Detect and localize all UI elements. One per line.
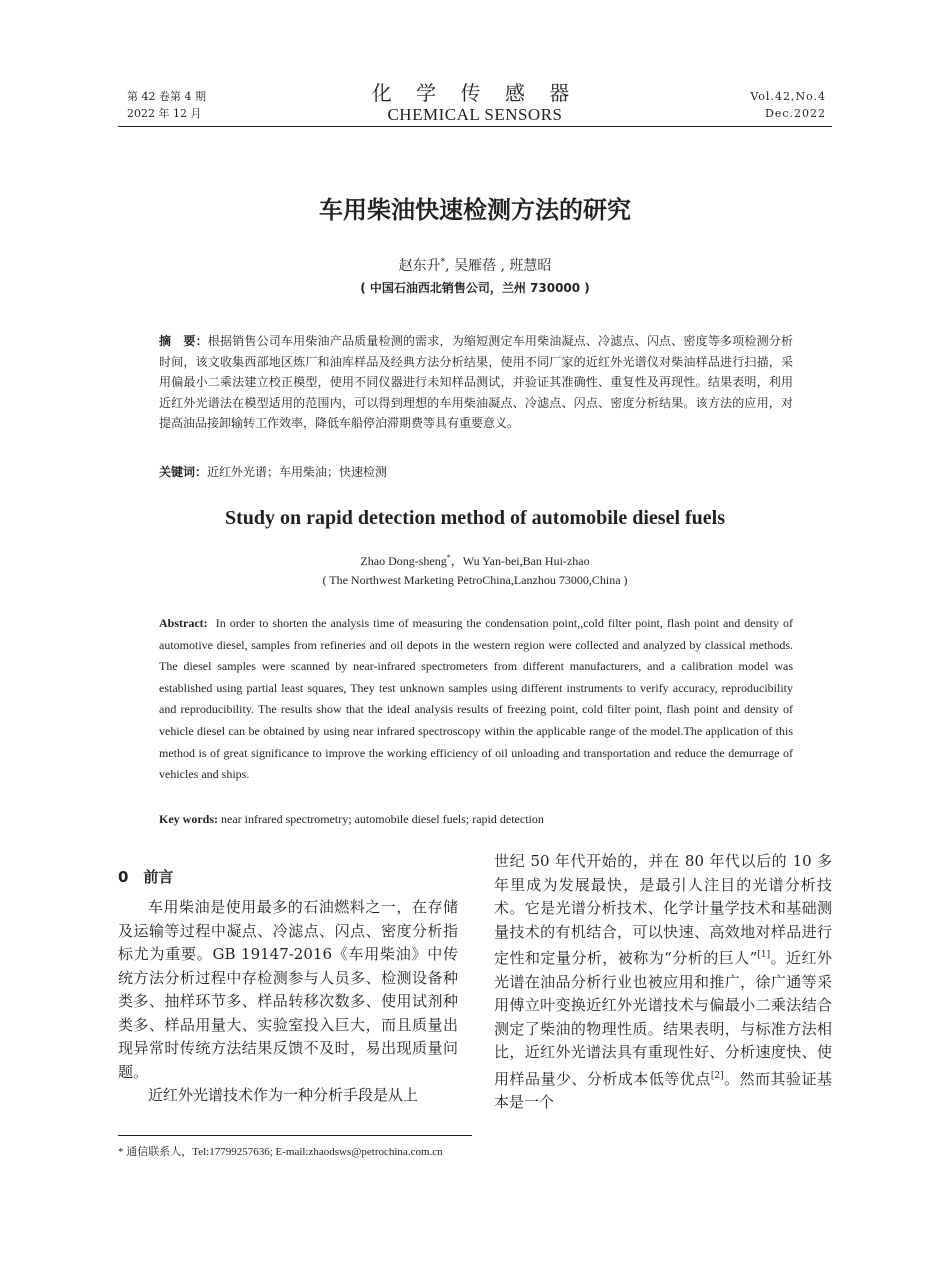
paper-title-en: Study on rapid detection method of automobile diesel fuels xyxy=(224,507,726,529)
abstract-text-cn: 根据销售公司车用柴油产品质量检测的需求，为缩短测定车用柴油凝点、冷滤点、闪点、密度等多项检测分析时间，该文收集西部地区炼厂和油库样品及经典方法分析结果，使用不同厂家的近红外光谱仪对柴油样品进行扫描，采用偏最小二乘法建立校正模型，使用不同仪器进行未知样品测试，并验证其准确性、重复性及再现性。结果表明，利用近红外光谱法在模型适用的范围内，可以得到理想的车用柴油凝点、冷滤点、闪点、密度分析结果。该方法的应用，对提高油品接卸输转工作效率，降低车船停泊滞期费等具有重要意义。 xyxy=(159,334,793,430)
authors-en xyxy=(0,552,950,569)
footnote: * 通信联系人，Tel:17799257636; E-mail:zhaodsws@petrochina.com.cn xyxy=(118,1146,443,1158)
author-lead-cn: 赵东升 xyxy=(398,258,441,274)
keywords-label-cn: 关键词： xyxy=(159,465,208,479)
keywords-en xyxy=(159,812,793,827)
volume-en: Vol.42,No.4 xyxy=(750,90,826,103)
abstract-text-en: In order to shorten the analysis time of measuring the condensation point,,cold filter point, flash point and density of automotive diesel, samples from refineries and oil depots in the western region were collected and analyzed by classical methods. The diesel samples were scanned by near-infrared spectrometers from different manufacturers, and a calibration model was established using partial least squares, They test unknown samples using different instruments to verify accuracy, reproducibility and reproducibility. The results show that the ideal analysis results of freezing point, cold filter point, flash point and density of vehicle diesel can be obtained by using near infrared spectroscopy within the applicable range of the model.The application of this method is of great significance to improve the working efficiency of oil unloading and transportation and reduce the demurrage of vehicles and ships. xyxy=(159,616,793,782)
keywords-text-cn: 近红外光谱；车用柴油；快速检测 xyxy=(207,465,388,479)
abstract-label-cn: 摘 要： xyxy=(159,334,208,348)
volume-cn: 第 42 卷第 4 期 xyxy=(127,90,206,103)
date-cn: 2022 年 12 月 xyxy=(127,107,202,120)
body-text: 世纪 50 年代开始的，并在 80 年代以后的 10 多年里成为发展最快，是最引人注目的光谱分析技术。它是光谱分析技术、化学计量学技术和基础测量技术的有机结合，可以快速、高效地对样品进行定性和定量分析，被称为“分析的巨人” xyxy=(494,852,832,967)
date-en: Dec.2022 xyxy=(765,107,826,120)
body-text: 。然而其验证基本是一个 xyxy=(494,1069,832,1111)
paper-title-cn: 车用柴油快速检测方法的研究 xyxy=(319,196,631,224)
body-paragraph: 车用柴油是使用最多的石油燃料之一，在存储及运输等过程中凝点、冷滤点、闪点、密度分析指标尤为重要。GB 19147-2016《车用柴油》中传统方法分析过程中存检测参与人员多、检测设备种类多、抽样环节多、样品转移次数多、使用试剂种类多、样品用量大、实验室投入巨大，而且质量出现异常时传统方法结果反馈不及时，易出现质量问题。 xyxy=(118,898,458,1081)
corresponding-mark-en: * xyxy=(446,553,451,562)
keywords-text-en: near infrared spectrometry; automobile diesel fuels; rapid detection xyxy=(221,812,544,826)
author-rest-en: ，Wu Yan-bei,Ban Hui-zhao xyxy=(450,554,590,568)
footnote-rule xyxy=(118,1135,472,1136)
keywords-cn xyxy=(159,463,793,480)
body-column-right xyxy=(494,850,832,1115)
journal-name-en: CHEMICAL SENSORS xyxy=(387,105,563,124)
abstract-en xyxy=(159,613,793,786)
abstract-cn xyxy=(159,331,793,434)
abstract-label-en: Abstract: xyxy=(159,616,208,630)
volume-issue-en xyxy=(750,88,826,122)
authors-cn xyxy=(0,255,950,275)
body-column-left xyxy=(118,896,458,1108)
author-rest-cn: , 吴雁蓓 , 班慧昭 xyxy=(445,258,552,274)
body-text: 。近红外光谱在油品分析行业也被应用和推广，徐广通等采用傅立叶变换近红外光谱技术与偏最小二乘法结合测定了柴油的物理性质。结果表明，与标准方法相比，近红外光谱法具有重现性好、分析速度快、使用样品量少、分析成本低等优点 xyxy=(494,949,832,1088)
corresponding-mark-cn: * xyxy=(440,257,446,268)
keywords-label-en: Key words: xyxy=(159,812,218,826)
body-paragraph xyxy=(494,850,832,1115)
body-paragraph: 近红外光谱技术作为一种分析手段是从上 xyxy=(148,1086,419,1104)
journal-name-cn: 化 学 传 感 器 xyxy=(371,81,579,105)
affiliation-cn: ( 中国石油西北销售公司，兰州 730000 ) xyxy=(360,281,590,295)
citation-ref: [2] xyxy=(710,1070,724,1081)
section-heading: 0 前言 xyxy=(118,868,174,886)
affiliation-en: ( The Northwest Marketing PetroChina,Lanzhou 73000,China ) xyxy=(322,573,628,587)
author-lead-en: Zhao Dong-sheng xyxy=(360,554,447,568)
citation-ref: [1] xyxy=(757,950,771,960)
header-rule xyxy=(118,126,832,127)
